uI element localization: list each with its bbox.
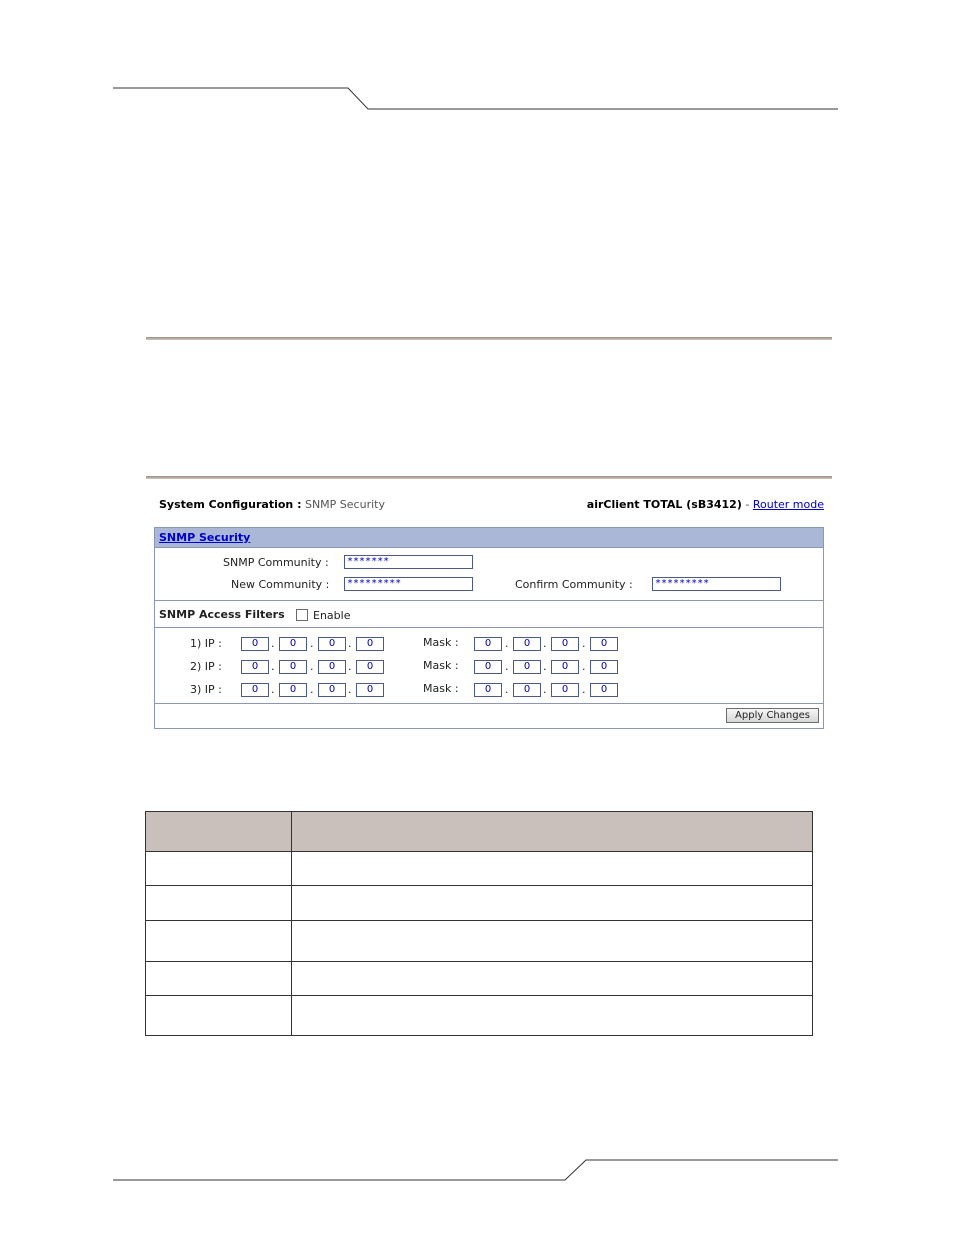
- dot-separator: .: [505, 637, 509, 650]
- confirm-community-label: Confirm Community :: [515, 578, 633, 591]
- mask-octet-input[interactable]: 0: [551, 637, 579, 651]
- dot-separator: .: [271, 637, 275, 650]
- table-cell: [145, 995, 291, 1035]
- page-title: [159, 498, 385, 511]
- ip-octet-input[interactable]: 0: [241, 683, 269, 697]
- filter-label: 3) IP :: [190, 683, 222, 696]
- enable-checkbox[interactable]: [296, 609, 308, 621]
- dot-separator: .: [310, 683, 314, 696]
- parameter-table: [145, 811, 813, 1036]
- apply-changes-button[interactable]: Apply Changes: [726, 708, 819, 723]
- confirm-community-input[interactable]: *********: [652, 577, 781, 591]
- table-cell: [291, 885, 812, 920]
- bottom-footer-line: [0, 1150, 954, 1190]
- mask-octet-input[interactable]: 0: [551, 683, 579, 697]
- ip-octet-input[interactable]: 0: [318, 683, 346, 697]
- mask-octet-input[interactable]: 0: [551, 660, 579, 674]
- mask-label: Mask :: [423, 636, 459, 649]
- dot-separator: .: [271, 683, 275, 696]
- new-community-label: New Community :: [231, 578, 330, 591]
- snmp-security-panel: [154, 527, 824, 729]
- ip-octet-input[interactable]: 0: [356, 637, 384, 651]
- mask-octet-input[interactable]: 0: [590, 637, 618, 651]
- enable-label: Enable: [313, 609, 351, 622]
- mask-octet-input[interactable]: 0: [513, 683, 541, 697]
- dot-separator: .: [310, 637, 314, 650]
- ip-octet-input[interactable]: 0: [279, 660, 307, 674]
- router-mode-link[interactable]: Router mode: [752, 498, 824, 511]
- page-title-section: System Configuration :: [159, 498, 302, 511]
- snmp-security-link[interactable]: SNMP Security: [159, 531, 251, 544]
- access-filters-label: SNMP Access Filters: [159, 608, 285, 621]
- table-cell: [145, 920, 291, 961]
- dot-separator: .: [348, 683, 352, 696]
- dot-separator: .: [505, 660, 509, 673]
- device-separator: -: [745, 498, 750, 511]
- table-cell: [291, 851, 812, 885]
- mask-octet-input[interactable]: 0: [590, 683, 618, 697]
- dot-separator: .: [582, 660, 586, 673]
- snmp-community-input[interactable]: *******: [344, 555, 473, 569]
- dot-separator: .: [543, 683, 547, 696]
- ip-octet-input[interactable]: 0: [318, 637, 346, 651]
- device-name: airClient TOTAL (sB3412): [586, 498, 742, 511]
- ip-octet-input[interactable]: 0: [356, 660, 384, 674]
- new-community-input[interactable]: *********: [344, 577, 473, 591]
- dot-separator: .: [310, 660, 314, 673]
- filter-label: 2) IP :: [190, 660, 222, 673]
- table-header-cell: [291, 811, 812, 851]
- dot-separator: .: [582, 683, 586, 696]
- mask-label: Mask :: [423, 659, 459, 672]
- page-title-page: SNMP Security: [304, 498, 385, 511]
- table-cell: [291, 995, 812, 1035]
- ip-octet-input[interactable]: 0: [279, 683, 307, 697]
- mask-octet-input[interactable]: 0: [474, 683, 502, 697]
- mask-octet-input[interactable]: 0: [513, 637, 541, 651]
- divider-2: [155, 627, 823, 628]
- ip-octet-input[interactable]: 0: [356, 683, 384, 697]
- ip-octet-input[interactable]: 0: [279, 637, 307, 651]
- divider-3: [155, 703, 823, 704]
- table-cell: [145, 851, 291, 885]
- filter-label: 1) IP :: [190, 637, 222, 650]
- dot-separator: .: [348, 660, 352, 673]
- table-header-cell: [145, 811, 291, 851]
- mask-octet-input[interactable]: 0: [474, 637, 502, 651]
- table-cell: [291, 920, 812, 961]
- table-cell: [291, 961, 812, 995]
- table-cell: [145, 885, 291, 920]
- dot-separator: .: [505, 683, 509, 696]
- dot-separator: .: [348, 637, 352, 650]
- mask-label: Mask :: [423, 682, 459, 695]
- table-cell: [145, 961, 291, 995]
- dot-separator: .: [271, 660, 275, 673]
- snmp-community-label: SNMP Community :: [223, 556, 329, 569]
- mask-octet-input[interactable]: 0: [513, 660, 541, 674]
- dot-separator: .: [543, 660, 547, 673]
- section-rule-2: [146, 476, 832, 479]
- device-info: [587, 498, 824, 511]
- panel-title-bar: [155, 528, 823, 548]
- divider-1: [155, 600, 823, 601]
- mask-octet-input[interactable]: 0: [590, 660, 618, 674]
- ip-octet-input[interactable]: 0: [241, 660, 269, 674]
- dot-separator: .: [582, 637, 586, 650]
- mask-octet-input[interactable]: 0: [474, 660, 502, 674]
- top-header-line: [0, 0, 954, 120]
- ip-octet-input[interactable]: 0: [318, 660, 346, 674]
- ip-octet-input[interactable]: 0: [241, 637, 269, 651]
- section-rule-1: [146, 337, 832, 340]
- dot-separator: .: [543, 637, 547, 650]
